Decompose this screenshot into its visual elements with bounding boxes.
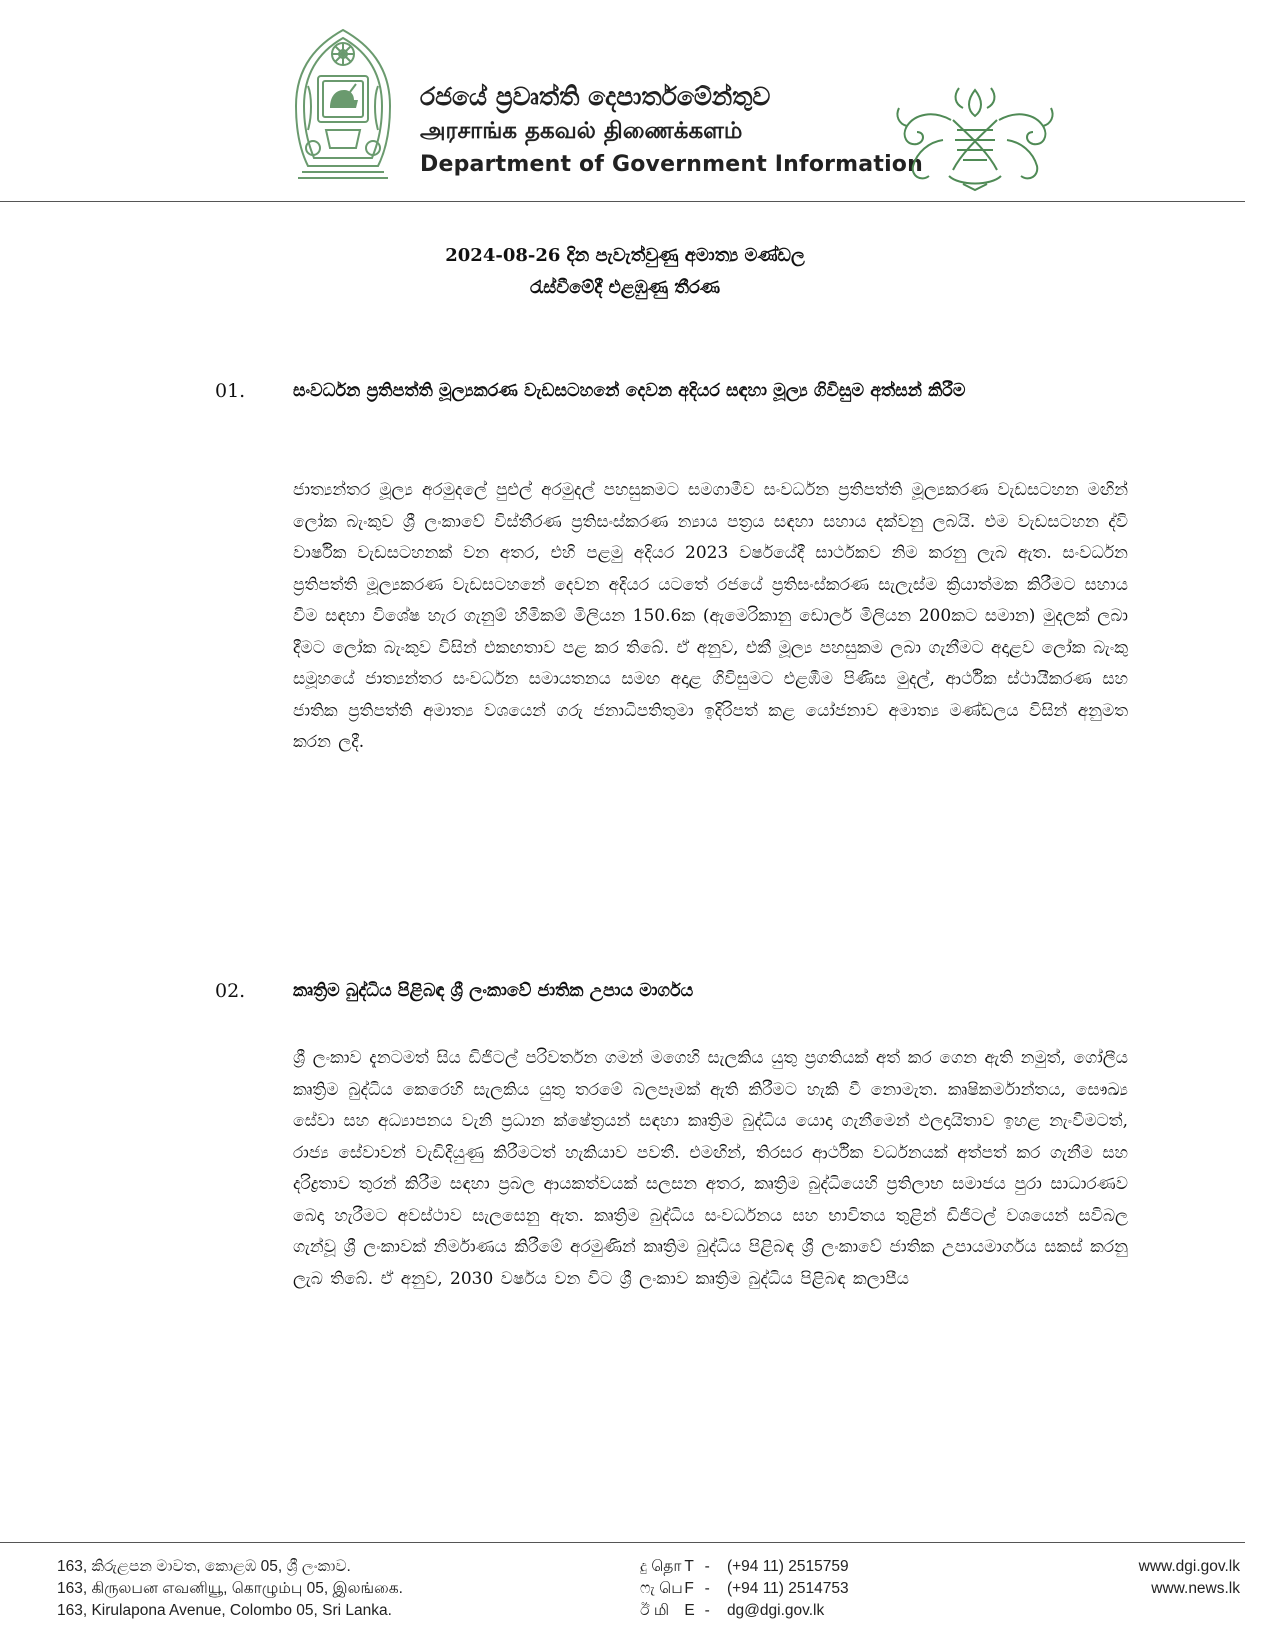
- footer-divider: [0, 1542, 1245, 1543]
- item-body: ජාත්‍යන්තර මූල්‍ය අරමුදලේ පුළුල් අරමුදල් පහසුකමට සමගාමීව සංවර්ධන ප්‍රතිපත්ති මූල්‍යකරණ වැඩසටහන මඟින් ලෝක බැංකුව ශ්‍රී ලංකාවේ විස්තීරණ ප්‍රතිසංස්කරණ න්‍යාය පත්‍රය සඳහා සහාය දක්වනු ලබයි. එම වැඩසටහන ද්වි වාර්ෂික වැඩසටහනක් වන අතර, එහි පළමු අදියර 2023 වර්ෂයේදී සාර්ථකව නිම කරනු ලැබ ඇත. සංවර්ධන ප්‍රතිපත්ති මූල්‍යකරණ වැඩසටහනේ දෙවන අදියර යටතේ රජයේ ප්‍රතිසංස්කරණ සැලැස්ම ක්‍රියාත්මක කිරීමට සහාය වීම සඳහා විශේෂ හැර ගැනුම් හිමිකම් මිලියන 150.6ක (ඇමෙරිකානු ඩොලර් මිලියන 200කට සමාන) මුදලක් ලබා දීමට ලෝක බැංකුව විසින් එකඟතාව පළ කර තිබේ. ඒ අනුව, එකී මූල්‍ය පහසුකම ලබා ගැනීමට අදාළව ලෝක බැංකු සමූහයේ ජාත්‍යන්තර සංවර්ධන සමායතනය සමඟ අදාළ ගිවිසුමට එළඹීම පිණිස මුදල්, ආර්ථික ස්ථායීකරණ සහ ජාතික ප්‍රතිපත්ති අමාත්‍ය වශයෙන් ගරු ජනාධිපතිතුමා ඉදිරිපත් කළ යෝජනාව අමාත්‍ය මණ්ඩලය විසින් අනුමත කරන ලදී.: [293, 480, 1128, 752]
- contact-code: T: [684, 1558, 694, 1575]
- contact-email: [640, 1600, 940, 1622]
- address-sinhala: 163, කිරුළපන මාවත, කොළඹ 05, ශ්‍රී ලංකාව.: [57, 1558, 351, 1575]
- contact-separator: -: [704, 1602, 710, 1619]
- contact-label: දු தொ: [640, 1558, 682, 1575]
- website-link-dgi[interactable]: www.dgi.gov.lk: [1138, 1558, 1240, 1575]
- document-title: [300, 240, 950, 304]
- department-name-sinhala: රජයේ ප්‍රවෘත්ති දෙපාර්තමේන්තුව: [420, 82, 771, 111]
- address-english: 163, Kirulapona Avenue, Colombo 05, Sri Lanka.: [57, 1602, 392, 1619]
- contact-separator: -: [704, 1580, 710, 1597]
- letterhead: [0, 0, 1275, 205]
- contact-label: ඊ மி: [640, 1602, 670, 1619]
- item-heading: කෘත්‍රිම බුද්ධිය පිළිබඳ ශ්‍රී ලංකාවේ ජාතික උපාය මාර්ගය: [293, 981, 694, 1001]
- contact-fax: [640, 1578, 940, 1600]
- contact-code: E: [684, 1602, 695, 1619]
- contact-label: ෆැ பெ: [640, 1580, 683, 1597]
- lotus-ornament-icon: [893, 80, 1058, 192]
- document-title-line-2: රැස්වීමේදී එළඹුණු තීරණ: [529, 277, 721, 298]
- department-name-english: Department of Government Information: [420, 152, 923, 177]
- footer-address: [57, 1556, 517, 1622]
- sri-lanka-emblem-icon: [288, 26, 398, 182]
- footer-websites: [1050, 1556, 1240, 1600]
- contact-separator: -: [704, 1558, 710, 1575]
- document-title-line-1: 2024-08-26 දින පැවැත්වුණු අමාත්‍ය මණ්ඩල: [445, 245, 805, 266]
- item-body: ශ්‍රී ලංකාව දැනටමත් සිය ඩිජිටල් පරිවර්තන ගමන් මගෙහි සැලකිය යුතු ප්‍රගතියක් අත් කර ගෙන ඇති නමුත්, ගෝලීය කෘත්‍රිම බුද්ධිය කෙරෙහි සැලකිය යුතු තරමේ බලපෑමක් ඇති කිරීමට හැකි වී නොමැත. කෘෂිකර්මාන්තය, සෞඛ්‍ය සේවා සහ අධ්‍යාපනය වැනි ප්‍රධාන ක්ෂේත්‍රයන් සඳහා කෘත්‍රිම බුද්ධිය යොදා ගැනීමෙන් ඵලදායිතාව ඉහළ නැංවීමටත්, රාජ්‍ය සේවාවන් වැඩිදියුණු කිරීමටත් හැකියාව පවතී. එමඟින්, තිරසර ආර්ථික වර්ධනයක් අත්පත් කර ගැනීම සහ දරිද්‍රතාව තුරන් කිරීම සඳහා ප්‍රබල ආයකත්වයක් සලසන අතර, කෘත්‍රිම බුද්ධියෙහි ප්‍රතිලාභ සමාජය පුරා සාධාරණව බෙදා හැරීමට අවස්ථාව සැලසෙනු ඇත. කෘත්‍රිම බුද්ධිය සංවර්ධනය සහ භාවිතය තුළින් ඩිජිටල් වශයෙන් සවිබල ගැන්වූ ශ්‍රී ලංකාවක් නිර්මාණය කිරීමේ අරමුණින් කෘත්‍රිම බුද්ධිය පිළිබඳ ශ්‍රී ලංකාවේ ජාතික උපායමාර්ගය සකස් කරනු ලැබ තිබේ. ඒ අනුව, 2030 වර්ෂය වන විට ශ්‍රී ලංකාව කෘත්‍රිම බුද්ධිය පිළිබඳ කලාපීය: [293, 1048, 1128, 1289]
- contact-value[interactable]: dg@dgi.gov.lk: [726, 1602, 825, 1619]
- item-heading: සංවර්ධන ප්‍රතිපත්ති මූල්‍යකරණ වැඩසටහනේ දෙවන අදියර සඳහා මූල්‍ය ගිවිසුම අත්සන් කිරීම: [293, 381, 966, 401]
- department-name-tamil: அரசாங்க தகவல் திணைக்களம்: [420, 118, 743, 144]
- address-tamil: 163, கிருலபன எவனியூ, கொழும்பு 05, இலங்கை.: [57, 1580, 403, 1597]
- footer: [0, 1548, 1275, 1648]
- item-number: 01.: [215, 380, 246, 402]
- website-link-news[interactable]: www.news.lk: [1151, 1580, 1240, 1597]
- footer-contacts: [640, 1556, 940, 1622]
- contact-code: F: [684, 1580, 694, 1597]
- letterhead-divider: [0, 201, 1245, 202]
- contact-telephone: [640, 1556, 940, 1578]
- contact-value[interactable]: (+94 11) 2514753: [726, 1580, 849, 1597]
- contact-value[interactable]: (+94 11) 2515759: [726, 1558, 849, 1575]
- item-number: 02.: [215, 980, 246, 1002]
- department-names: [420, 80, 923, 182]
